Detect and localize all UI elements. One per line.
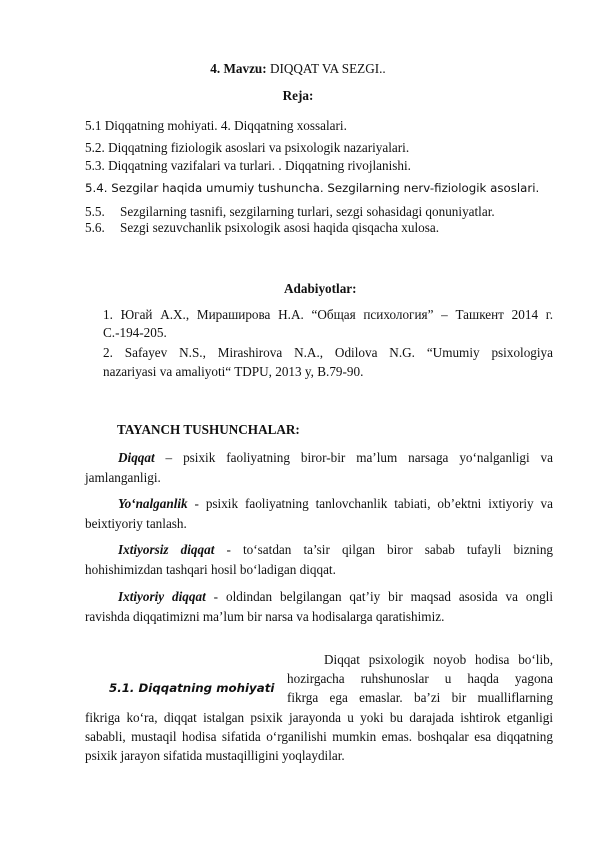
section-side-line: Diqqat psixologik noyob hodisa bo‘lib, (324, 652, 553, 667)
plan-item: 5.1 Diqqatning mohiyati. 4. Diqqatning xossalari. (85, 118, 347, 133)
concept-text: to‘satdan ta’sir qilgan biror sabab tufayli bizning hohishimizdan tashqari hosil bo‘ladigan diqqat. (85, 542, 554, 577)
concept-definition (85, 587, 553, 627)
concept-text: psixik faoliyatning tanlovchanlik tabiati, ob’ektni ixtiyoriy va beixtiyoriy tanlash. (85, 496, 553, 531)
plan-item (85, 220, 439, 236)
concept-separator: – (154, 450, 184, 465)
literature-item-line: 2. Safayev N.S., Mirashirova N.A., Odilova N.G. “Umumiy psixologiya (103, 345, 553, 360)
plan-item-text: Sezgi sezuvchanlik psixologik asosi haqida qisqacha xulosa. (120, 220, 439, 235)
section-paragraph: fikriga ko‘ra, diqqat istalgan psixik jarayonda u yoki bu darajada ishtirok etganligi sababli, mustaqil hodisa sifatida o‘rganilishi mumkin emas. boshqalar esa diqqatning psixik jarayon sifatida mustaqilligini yoqlaydilar. (85, 710, 553, 763)
topic-label: 4. Mavzu: (210, 61, 267, 76)
concept-separator: - (187, 496, 206, 511)
literature-item-line: 1. Югай А.Х., Мираширова Н.А. “Общая психология” – Ташкент 2014 г. (103, 307, 553, 322)
plan-item-text: Sezgilarning tasnifi, sezgilarning turlari, sezgi sohasidagi qonuniyatlar. (120, 204, 495, 219)
section-side-line: fikrga ega emaslar. ba’zi bir mualliflarning (287, 690, 553, 705)
plan-item-number: 5.5. (85, 204, 105, 219)
plan-item-number: 5.6. (85, 220, 105, 235)
section-heading: 5.1. Diqqatning mohiyati (109, 681, 275, 695)
concept-term: Ixtiyoriy diqqat (118, 589, 206, 604)
concept-definition (85, 540, 553, 580)
plan-item (85, 204, 495, 220)
literature-heading: Adabiyotlar: (284, 281, 357, 296)
section-side-line: hozirgacha ruhshunoslar u haqda yagona (287, 671, 553, 686)
plan-item: 5.4. Sezgilar haqida umumiy tushuncha. Sezgilarning nerv-fiziologik asoslari. (85, 181, 540, 195)
plan-item: 5.3. Diqqatning vazifalari va turlari. . Diqqatning rivojlanishi. (85, 158, 411, 173)
page-title (0, 61, 596, 77)
plan-item: 5.2. Diqqatning fiziologik asoslari va psixologik nazariyalari. (85, 140, 410, 155)
plan-heading: Reja: (282, 88, 314, 103)
concept-term: Yo‘nalganlik (118, 496, 188, 511)
concept-separator: - (205, 589, 226, 604)
literature-item-line: С.-194-205. (103, 325, 167, 340)
concepts-heading: TAYANCH TUSHUNCHALAR: (117, 422, 300, 437)
concept-definition (85, 494, 553, 534)
concept-term: Diqqat (118, 450, 155, 465)
concept-text: psixik faoliyatning biror-bir ma’lum narsaga yo‘nalganligi va jamlanganligi. (85, 450, 554, 485)
topic-title: DIQQAT VA SEZGI.. (269, 61, 386, 76)
concept-term: Ixtiyorsiz diqqat (118, 542, 215, 557)
concept-definition (85, 448, 553, 488)
literature-item-line: nazariyasi va amaliyoti“ TDPU, 2013 y, B.79-90. (103, 364, 364, 379)
concept-text: oldindan belgilangan qat’iy bir maqsad asosida va ongli ravishda diqqatimizni ma’lum bir narsa va hodisalarga qaratishimiz. (85, 589, 553, 624)
concept-separator: - (214, 542, 244, 557)
